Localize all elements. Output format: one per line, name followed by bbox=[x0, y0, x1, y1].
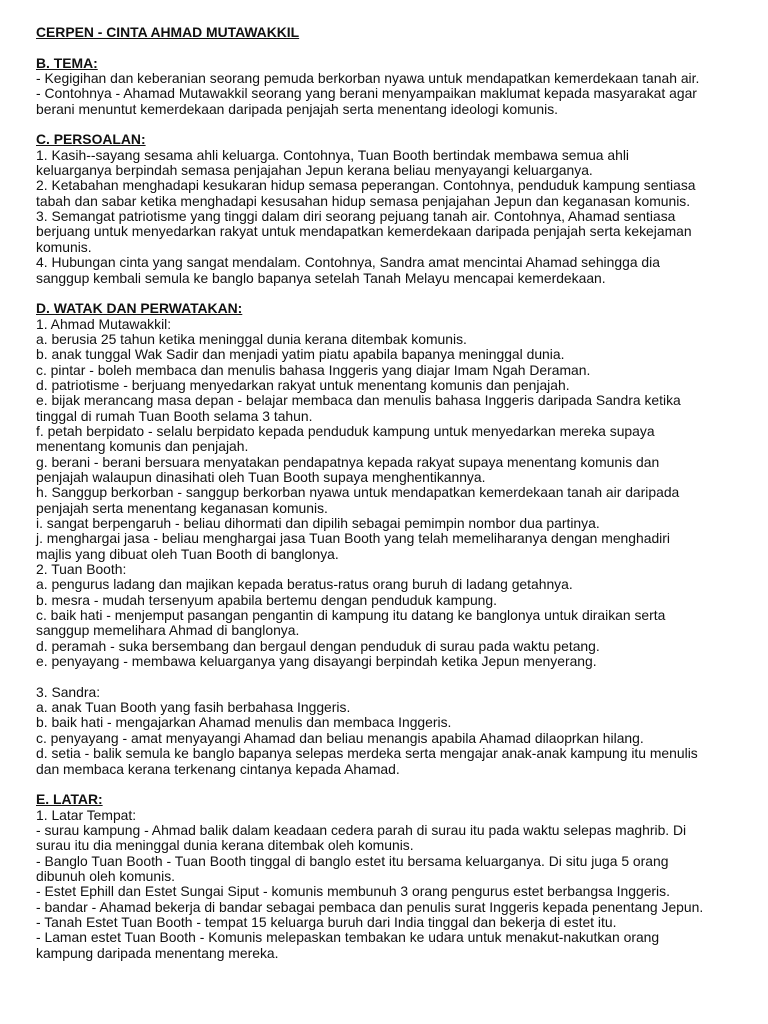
text-line: - Laman estet Tuan Booth - Komunis melepaskan tembakan ke udara untuk menakut-nakutkan orang bbox=[36, 929, 660, 946]
section bbox=[36, 56, 746, 133]
text-line: a. berusia 25 tahun ketika meninggal dunia kerana ditembak komunis. bbox=[36, 330, 467, 347]
text-line: b. baik hati - mengajarkan Ahamad menulis dan membaca Inggeris. bbox=[36, 714, 452, 731]
spacer bbox=[36, 286, 746, 301]
text-line: i. sangat berpengaruh - beliau dihormati dan dipilih sebagai pemimpin nombor dua partinya. bbox=[36, 515, 600, 531]
text-line: d. setia - balik semula ke banglo bapanya selepas merdeka serta mengajar anak-anak kampung itu menulis bbox=[36, 745, 698, 762]
text-line: d. patriotisme - berjuang menyedarkan rakyat untuk menentang komunis dan penjajah. bbox=[36, 376, 570, 393]
text-line: penjajah walaupun dinasihati oleh Tuan Booth supaya menghentikannya. bbox=[36, 468, 486, 485]
text-line: menentang komunis dan penjajah. bbox=[36, 438, 249, 455]
text-line: - Contohnya - Ahamad Mutawakkil seorang yang berani menyampaikan maklumat kepada masyarakat agar bbox=[36, 85, 697, 102]
text-line: a. anak Tuan Booth yang fasih berbahasa Inggeris. bbox=[36, 699, 351, 716]
section-heading: B. TEMA: bbox=[36, 54, 98, 71]
text-line: e. penyayang - membawa keluarganya yang disayangi berpindah ketika Jepun menyerang. bbox=[36, 653, 597, 670]
text-line: 2. Ketabahan menghadapi kesukaran hidup semasa peperangan. Contohnya, penduduk kampung sentiasa bbox=[36, 177, 696, 194]
text-line: - Banglo Tuan Booth - Tuan Booth tinggal di banglo estet itu bersama keluarganya. Di situ juga 5 orang bbox=[36, 852, 669, 869]
text-line: c. penyayang - amat menyayangi Ahamad dan beliau menangis apabila Ahamad dilaoprkan hilang. bbox=[36, 729, 644, 746]
text-line: g. berani - berani bersuara menyatakan pendapatnya kepada rakyat supaya menentang komunis dan bbox=[36, 453, 660, 470]
document-title: CERPEN - CINTA AHMAD MUTAWAKKIL bbox=[36, 24, 300, 40]
text-line: f. petah berpidato - selalu berpidato kepada penduduk kampung untuk menyedarkan mereka supaya bbox=[36, 422, 655, 439]
text-line: - Estet Ephill dan Estet Sungai Siput - komunis membunuh 3 orang pengurus estet berbangsa Inggeris. bbox=[36, 883, 670, 900]
text-line: e. bijak merancang masa depan - belajar membaca dan menulis bahasa Inggeris daripada Sandra ketika bbox=[36, 392, 681, 409]
text-line: keluarganya berpindah semasa penjajahan Jepun kerana beliau menyayangi keluarganya. bbox=[36, 162, 593, 179]
text-line: kampung daripada menentang mereka. bbox=[36, 944, 279, 961]
text-line: dibunuh oleh komunis. bbox=[36, 867, 176, 884]
text-line: sanggup kembali semula ke banglo bapanya setelah Tanah Melayu mencapai kemerdekaan. bbox=[36, 269, 606, 286]
text-line: 1. Ahmad Mutawakkil: bbox=[36, 315, 172, 332]
text-line: - Kegigihan dan keberanian seorang pemuda berkorban nyawa untuk mendapatkan kemerdekaan tanah air. bbox=[36, 70, 700, 87]
blank-line bbox=[36, 669, 746, 684]
text-line: 1. Latar Tempat: bbox=[36, 806, 137, 823]
text-line: - bandar - Ahamad bekerja di bandar sebagai pembaca dan penulis surat Inggeris kepada penentang Jepun. bbox=[36, 898, 704, 915]
text-line: a. pengurus ladang dan majikan kepada beratus-ratus orang buruh di ladang getahnya. bbox=[36, 576, 573, 593]
text-line: 4. Hubungan cinta yang sangat mendalam. Contohnya, Sandra amat mencintai Ahamad sehingga dia bbox=[36, 254, 660, 271]
text-line: - Tanah Estet Tuan Booth - tempat 15 keluarga buruh dari India tinggal dan bekerja di estet itu. bbox=[36, 913, 617, 930]
text-line: berjuang untuk menyedarkan rakyat untuk mendapatkan kemerdekaan daripada penjajah serta kekejaman bbox=[36, 223, 692, 240]
section bbox=[36, 792, 746, 961]
text-line: b. anak tunggal Wak Sadir dan menjadi yatim piatu apabila bapanya meninggal dunia. bbox=[36, 346, 565, 363]
text-line: 3. Sandra: bbox=[36, 683, 101, 700]
section bbox=[36, 132, 746, 301]
section-heading: E. LATAR: bbox=[36, 791, 103, 808]
text-line: c. pintar - boleh membaca dan menulis bahasa Inggeris yang diajar Imam Ngah Deraman. bbox=[36, 361, 591, 378]
text-line: tabah dan sabar ketika menghadapi kesusahan hidup semasa penjajahan Jepun dan keganasan komunis. bbox=[36, 192, 691, 209]
text-line: - surau kampung - Ahmad balik dalam keadaan cedera parah di surau itu pada waktu selepas maghrib. Di bbox=[36, 821, 687, 838]
text-line: sanggup memelihara Ahmad di banglonya. bbox=[36, 622, 300, 639]
text-line: c. baik hati - menjemput pasangan pengantin di kampung itu datang ke banglonya untuk diraikan serta bbox=[36, 607, 666, 624]
spacer bbox=[36, 777, 746, 792]
text-line: komunis. bbox=[36, 238, 92, 255]
spacer bbox=[36, 40, 746, 55]
text-line: 2. Tuan Booth: bbox=[36, 561, 127, 578]
text-line: 3. Semangat patriotisme yang tinggi dalam diri seorang pejuang tanah air. Contohnya, Ahamad sentiasa bbox=[36, 208, 676, 225]
text-line: majlis yang dibuat oleh Tuan Booth di banglonya. bbox=[36, 545, 339, 562]
document-body bbox=[36, 56, 746, 961]
text-line: dan membaca kerana terkenang cintanya kepada Ahamad. bbox=[36, 760, 400, 777]
spacer bbox=[36, 117, 746, 132]
text-line: tinggal di rumah Tuan Booth selama 3 tahun. bbox=[36, 407, 313, 424]
text-line: surau itu dia meninggal dunia kerana ditembak oleh komunis. bbox=[36, 837, 414, 854]
section-heading: D. WATAK DAN PERWATAKAN: bbox=[36, 300, 243, 317]
text-line: penjajah serta menentang keganasan komunis. bbox=[36, 499, 328, 516]
document-page bbox=[36, 25, 746, 961]
text-line: b. mesra - mudah tersenyum apabila bertemu dengan penduduk kampung. bbox=[36, 591, 497, 608]
text-line: d. peramah - suka bersembang dan bergaul dengan penduduk di surau pada waktu petang. bbox=[36, 637, 600, 654]
text-line: j. menghargai jasa - beliau menghargai jasa Tuan Booth yang telah memeliharanya dengan menghadiri bbox=[36, 530, 670, 547]
section-heading: C. PERSOALAN: bbox=[36, 131, 146, 148]
section bbox=[36, 301, 746, 792]
text-line: berani menuntut kemerdekaan daripada penjajah serta menentang ideologi komunis. bbox=[36, 100, 559, 117]
text-line: h. Sanggup berkorban - sanggup berkorban nyawa untuk mendapatkan kemerdekaan tanah air daripada bbox=[36, 484, 680, 501]
text-line: 1. Kasih--sayang sesama ahli keluarga. Contohnya, Tuan Booth bertindak membawa semua ahli bbox=[36, 146, 630, 163]
